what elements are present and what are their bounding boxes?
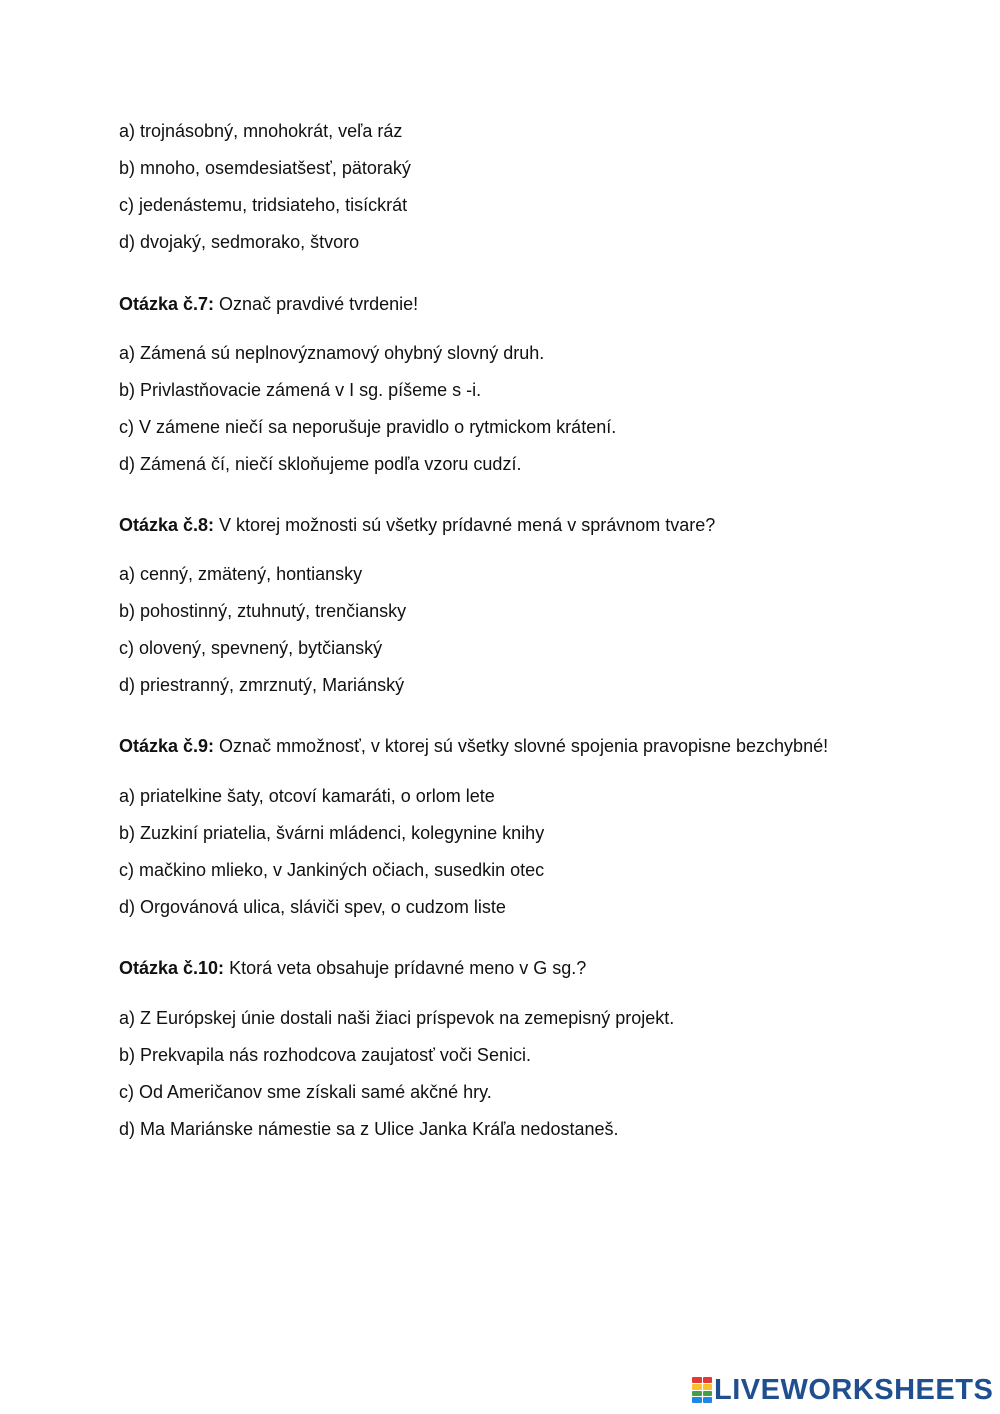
- question-8: [119, 514, 715, 536]
- option-q6-a: a) trojnásobný, mnohokrát, veľa ráz: [119, 121, 403, 141]
- liveworksheets-logo: [692, 1374, 993, 1406]
- logo-cell: [692, 1377, 702, 1383]
- logo-cell: [692, 1384, 702, 1390]
- logo-cell: [692, 1391, 702, 1397]
- question-text: Označ mmožnosť, v ktorej sú všetky slovné spojenia pravopisne bezchybné!: [214, 736, 829, 756]
- logo-text: LIVEWORKSHEETS: [714, 1373, 994, 1406]
- question-label: Otázka č.10:: [119, 958, 225, 978]
- option-q8-b: b) pohostinný, ztuhnutý, trenčiansky: [119, 601, 407, 621]
- logo-cell: [692, 1397, 702, 1403]
- option-q7-c: c) V zámene niečí sa neporušuje pravidlo o rytmickom krátení.: [119, 417, 617, 437]
- logo-cell: [703, 1391, 713, 1397]
- logo-cell: [703, 1384, 713, 1390]
- option-q7-a: a) Zámená sú neplnovýznamový ohybný slovný druh.: [119, 343, 545, 363]
- option-q7-d: d) Zámená čí, niečí skloňujeme podľa vzoru cudzí.: [119, 454, 522, 474]
- option-q9-d: d) Orgovánová ulica, slávi​či spev, o cudzom liste: [119, 897, 506, 917]
- option-q6-d: d) dvojaký, sedmorako, štvoro: [119, 232, 360, 252]
- option-q8-a: a) cenný, zmätený, hontiansky: [119, 564, 363, 584]
- option-q8-c: c) olovený, spevnený, bytčianský: [119, 638, 383, 658]
- option-q6-c: c) jedenástemu, tridsiateho, tisíckrát: [119, 195, 408, 215]
- question-10: [119, 957, 586, 979]
- question-label: Otázka č.8:: [119, 515, 215, 535]
- option-q10-b: b) Prekvapila nás rozhodcova zaujatosť voči Senici.: [119, 1045, 531, 1065]
- question-text: Ktorá veta obsahuje prídavné meno v G sg.?: [224, 958, 587, 978]
- option-q10-a: a) Z Európskej únie dostali naši žiaci príspevok na zemepisný projekt.: [119, 1008, 675, 1028]
- option-q9-b: b) Zuzkiní priatelia, švárni mládenci, kolegynine knihy: [119, 823, 545, 843]
- question-text: Označ pravdivé tvrdenie!: [214, 294, 419, 314]
- option-q8-d: d) priestranný, zmrznutý, Mariánský: [119, 675, 405, 695]
- question-label: Otázka č.7:: [119, 294, 215, 314]
- option-q7-b: b) Privlastňovacie zámená v I sg. píšeme s -i.: [119, 380, 482, 400]
- option-q9-c: c) mačkino mlieko, v Jankiných očiach, susedkin otec: [119, 860, 545, 880]
- logo-cell: [703, 1377, 713, 1383]
- question-label: Otázka č.9:: [119, 736, 215, 756]
- question-text: V ktorej možnosti sú všetky prídavné mená v správnom tvare?: [214, 515, 716, 535]
- option-q10-d: d) Ma Mariánske námestie sa z Ulice Janka Kráľa nedostaneš.: [119, 1119, 619, 1139]
- logo-cell: [703, 1397, 713, 1403]
- question-9: [119, 735, 828, 757]
- option-q9-a: a) priatelkine šaty, otcoví kamaráti, o orlom lete: [119, 786, 495, 806]
- logo-grid-icon: [692, 1377, 712, 1403]
- option-q6-b: b) mnoho, osemdesiatšesť, pätoraký: [119, 158, 411, 178]
- question-7: [119, 293, 418, 315]
- option-q10-c: c) Od Američanov sme získali samé akčné hry.: [119, 1082, 492, 1102]
